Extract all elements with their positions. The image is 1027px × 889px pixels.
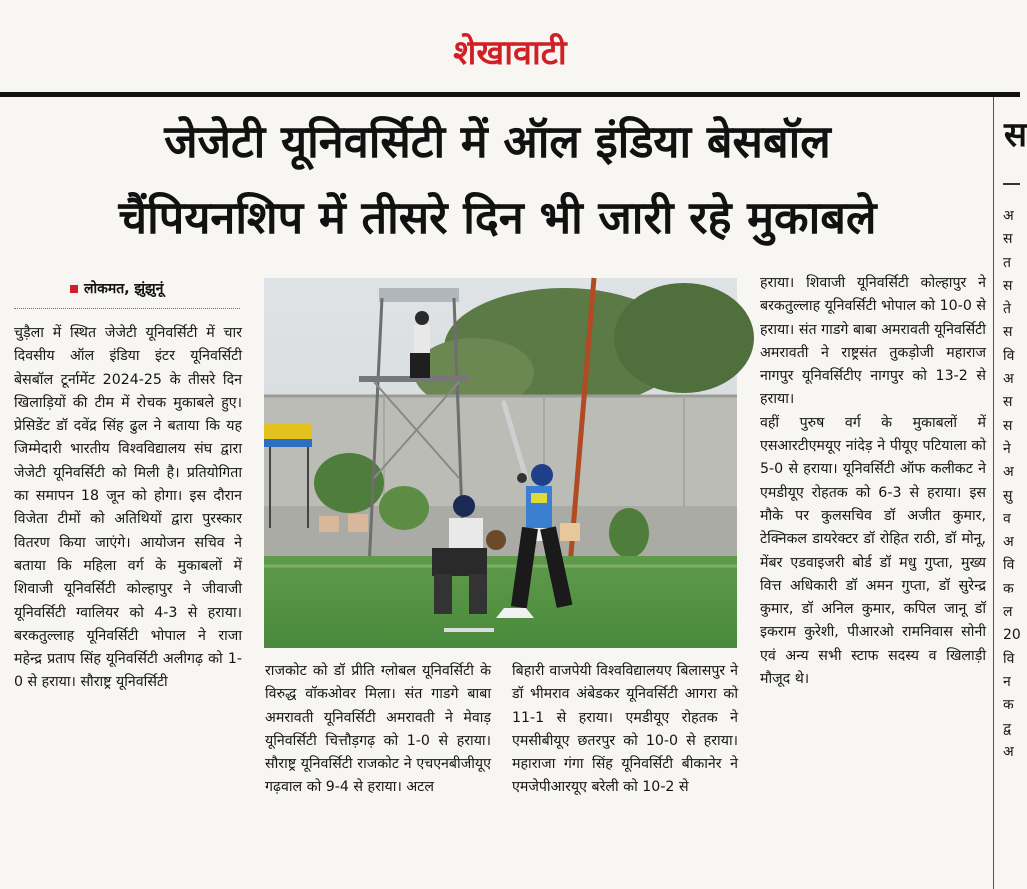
adjacent-article-line: वि: [1003, 557, 1015, 574]
adjacent-article-line: वि: [1003, 347, 1015, 364]
adjacent-article-line: अ: [1003, 464, 1014, 481]
article-column-3: [512, 660, 738, 800]
adjacent-article-line: अ: [1003, 208, 1014, 224]
adjacent-article-line: 20: [1003, 627, 1021, 644]
article-column-1-text: चुड़ैला में स्थित जेजेटी यूनिवर्सिटी में चार दिवसीय ऑल इंडिया इंटर यूनिवर्सिटी बेसबॉल टूर्नामेंट 2024-25 के तीसरे दिन खिलाड़ियों की टीम में रोचक मुकाबले हुए। प्रेसिडेंट डॉ दवेंद्र सिंह ढुल ने बताया कि यह जिम्मेदारी भारतीय विश्वविद्यालय संघ द्वारा जेजेटी यूनिवर्सिटी को मिली है। प्रतियोगिता का समापन 18 जून को होगा। इस दौरान विजेता टीमों को अतिथियों द्वारा पुरस्कार वितरण किया जाएंगे। आयोजन सचिव ने बताया कि महिला वर्ग के मुकाबलों में शिवाजी यूनिवर्सिटी कोल्हापुर ने जीवाजी यूनिवर्सिटी ग्वालियर को 4-3 से हराया। बरकतुल्लाह यूनिवर्सिटी भोपाल ने राजा महेन्द्र प्रताप सिंह यूनिवर्सिटी अलीगढ़ को 1-0 से हराया। सौराष्ट्र यूनिवर्सिटी: [14, 325, 242, 691]
adjacent-article-line: अ: [1003, 371, 1014, 388]
headline: [10, 104, 985, 256]
adjacent-article-line: त: [1003, 254, 1011, 271]
adjacent-article-line: स: [1003, 417, 1013, 434]
adjacent-article-line: ने: [1003, 440, 1011, 457]
adjacent-article-line: क: [1003, 580, 1014, 597]
headline-line-1: जेजेटी यूनिवर्सिटी में ऑल इंडिया बेसबॉल: [164, 115, 831, 168]
adjacent-article-line: ल: [1003, 604, 1013, 621]
adjacent-article-rule: [1003, 183, 1020, 185]
article-column-1: [14, 322, 242, 695]
article-column-3-text: बिहारी वाजपेयी विश्वविद्यालयए बिलासपुर ने डॉ भीमराव अंबेडकर यूनिवर्सिटी आगरा को 11-1 से हराया। एमडीयूए रोहतक ने एमसीबीयूए छतरपुर को 10-0 से हराया। महाराजा गंगा सिंह यूनिवर्सिटी बीकानेर ने एमजेपीआरयूए बरेली को 10-2 से: [512, 663, 738, 796]
section-label: शेखावाटी: [453, 33, 567, 73]
article-column-2-text: राजकोट को डॉ प्रीति ग्लोबल यूनिवर्सिटी के विरुद्ध वॉकओवर मिला। संत गाडगे बाबा अमरावती यूनिवर्सिटी अमरावती ने मेवाड़ यूनिवर्सिटी चित्तौड़गढ़ को 1-0 से हराया। सौराष्ट्र यूनिवर्सिटी राजकोट ने एचएनबीजीयूए गढ़वाल को 9-4 से हराया। अटल: [265, 663, 491, 796]
adjacent-article-line: क: [1003, 697, 1014, 714]
byline-text: लोकमत, झुंझुनूं: [84, 281, 164, 297]
adjacent-article-line: अ: [1003, 534, 1014, 551]
adjacent-article-line: स: [1003, 277, 1013, 294]
article-column-4-paragraph-2: वहीं पुरुष वर्ग के मुकाबलों में एसआरटीएमयूए नांदेड़ ने पीयूए पटियाला को 5-0 से हराया। यूनिवर्सिटी ऑफ कलीकट ने एमडीयूए रोहतक को 6-3 से हराया। इस मौके पर कुलसचिव डॉ अजीत कुमार, टेक्निकल डायरेक्टर डॉ रोहित राठी, डॉ मोनू, मेंबर एडवाइजरी बोर्ड डॉ मधु गुप्ता, मुख्य वित्त अधिकारी डॉ अमन गुप्ता, डॉ सुरेन्द्र कुमार, डॉ अनिल कुमार, कपिल जानू डॉ इकराम कुरेशी, पीआरओ रामनिवास सोनी एवं अन्य सभी स्टाफ सदस्य व खिलाड़ी मौजूद थे।: [760, 414, 986, 688]
byline-rule: [14, 308, 240, 309]
adjacent-article-headline-fragment: स: [1004, 115, 1027, 155]
top-rule: [0, 92, 1020, 97]
adjacent-article-column: [1003, 205, 1020, 764]
adjacent-article-line: द्व: [1003, 720, 1012, 737]
article-photo: [264, 278, 737, 648]
adjacent-article-line: न: [1003, 673, 1011, 690]
byline: [70, 279, 163, 298]
adjacent-article-line: स: [1003, 324, 1013, 341]
article-column-4: [760, 272, 986, 691]
article-column-4-paragraph-1: हराया। शिवाजी यूनिवर्सिटी कोल्हापुर ने बरकतुल्लाह यूनिवर्सिटी भोपाल को 10-0 से हराया। संत गाडगे बाबा अमरावती यूनिवर्सिटी अमरावती ने राष्ट्रसंत तुकड़ोजी महाराज नागपुर यूनिवर्सिटीए नागपुर को 13-2 से हराया।: [760, 275, 986, 408]
adjacent-article-line: स: [1003, 231, 1013, 248]
byline-marker-icon: [70, 285, 78, 293]
adjacent-article-line: वि: [1003, 650, 1015, 667]
article-column-2: [265, 660, 491, 800]
adjacent-article-line: व: [1003, 510, 1011, 527]
headline-line-2: चैंपियनशिप में तीसरे दिन भी जारी रहे मुकाबले: [118, 191, 877, 244]
adjacent-article-line: अ: [1003, 743, 1014, 760]
adjacent-article-line: स: [1003, 394, 1013, 411]
adjacent-article-line: सु: [1003, 487, 1013, 504]
baseball-game-photo: [264, 278, 737, 648]
column-divider: [993, 97, 994, 889]
adjacent-article-line: ते: [1003, 301, 1011, 318]
